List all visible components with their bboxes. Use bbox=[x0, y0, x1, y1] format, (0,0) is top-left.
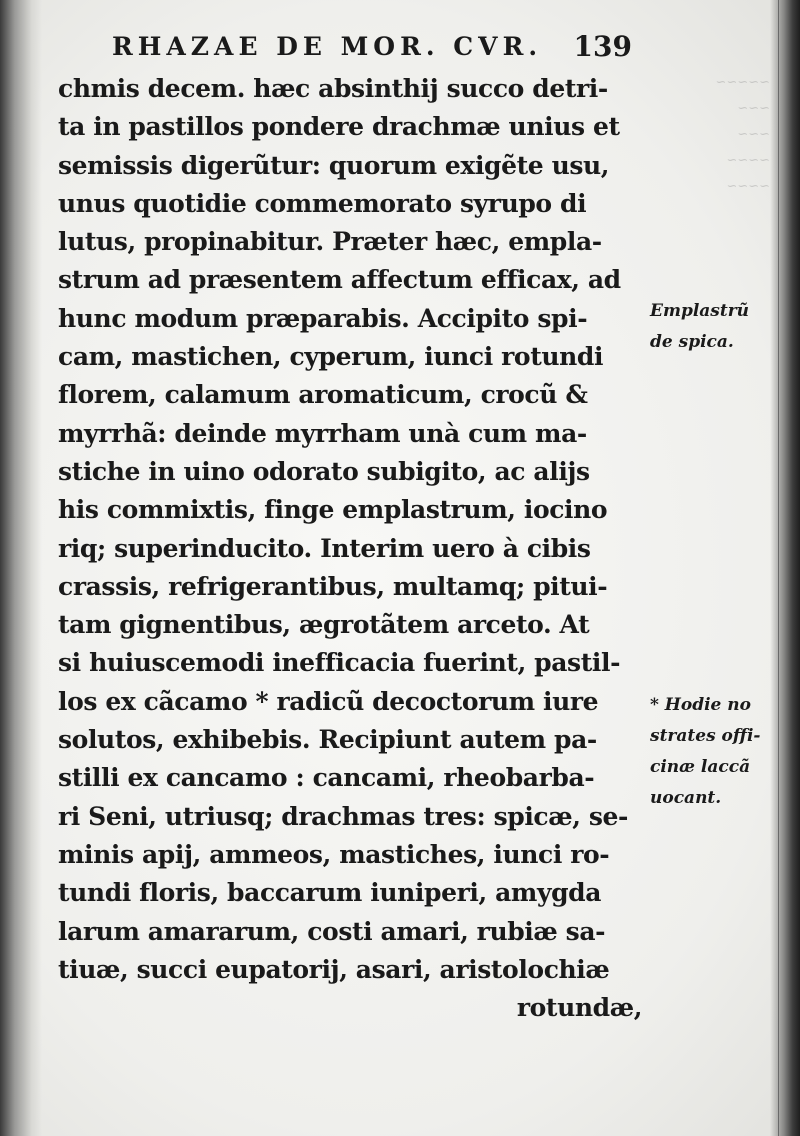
text-line: lutus, propinabitur. Præter hæc, empla- bbox=[58, 227, 602, 257]
text-line: tam gignentibus, ægrotãtem arceto. At bbox=[58, 610, 590, 640]
text-line: myrrhã: deinde myrrham unà cum ma- bbox=[58, 418, 587, 448]
text-line: ri Seni, utriusq; drachmas tres: spicæ, se- bbox=[58, 801, 628, 831]
text-line: si huiuscemodi inefficacia fuerint, pastil- bbox=[58, 648, 621, 678]
running-header bbox=[112, 32, 632, 61]
text-line: los ex cãcamo * radicũ decoctorum iure bbox=[58, 686, 599, 716]
text-line: semissis digerũtur: quorum exigẽte usu, bbox=[58, 150, 610, 180]
text-line: chmis decem. hæc absinthij succo detri- bbox=[58, 74, 608, 103]
text-line: stiche in uino odorato subigito, ac alijs bbox=[58, 456, 590, 486]
main-text-block bbox=[58, 70, 648, 1027]
margin-note-line: Emplastrũ bbox=[650, 301, 750, 321]
text-line: tiuæ, succi eupatorij, asari, aristolochiæ bbox=[58, 954, 610, 984]
text-line: florem, calamum aromaticum, crocũ & bbox=[58, 380, 588, 410]
margin-note-line: * Hodie no bbox=[650, 695, 751, 715]
text-line: larum amararum, costi amari, rubiæ sa- bbox=[58, 916, 606, 946]
text-line: cam, mastichen, cyperum, iunci rotundi bbox=[58, 342, 604, 372]
text-line: minis apij, ammeos, mastiches, iunci ro- bbox=[58, 839, 610, 869]
page-edge bbox=[770, 0, 800, 1136]
running-title: RHAZAE DE MOR. CVR. bbox=[112, 32, 543, 61]
text-line: hunc modum præparabis. Accipito spi- bbox=[58, 303, 588, 333]
binding-shadow bbox=[0, 0, 42, 1136]
text-line: his commixtis, finge emplastrum, iocino bbox=[58, 495, 608, 525]
margin-note-line: strates offi- bbox=[650, 726, 761, 746]
margin-note-hodie bbox=[650, 690, 760, 814]
page-number: 139 bbox=[573, 30, 632, 63]
text-line: stilli ex cancamo : cancami, rheobarba- bbox=[58, 763, 595, 793]
text-line: ta in pastillos pondere drachmæ unius et bbox=[58, 112, 620, 142]
text-line: crassis, refrigerantibus, multamq; pitui- bbox=[58, 571, 608, 601]
margin-note-line: uocant. bbox=[650, 788, 722, 808]
text-line: solutos, exhibebis. Recipiunt autem pa- bbox=[58, 725, 597, 755]
margin-note-emplastrum bbox=[650, 296, 749, 358]
text-line: riq; superinducito. Interim uero à cibis bbox=[58, 533, 591, 563]
margin-note-line: cinæ laccã bbox=[650, 757, 751, 777]
margin-note-line: de spica. bbox=[650, 332, 734, 352]
text-line-final: rotundæ, bbox=[516, 993, 642, 1023]
text-line: unus quotidie commemorato syrupo di bbox=[58, 188, 587, 218]
show-through-text: ~~~~~ ~~~ ~~~ ~~~~ ~~~~ bbox=[715, 75, 770, 194]
text-line: tundi floris, baccarum iuniperi, amygda bbox=[58, 878, 602, 908]
text-line: strum ad præsentem affectum efficax, ad bbox=[58, 265, 621, 295]
